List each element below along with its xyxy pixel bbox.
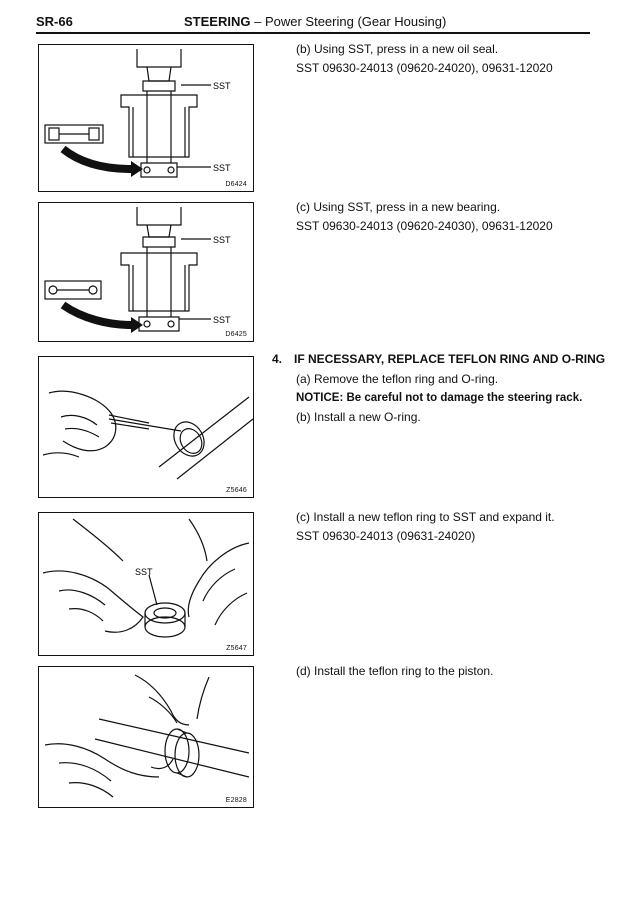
bearing-press-illustration bbox=[39, 203, 253, 341]
figure-code: Z5646 bbox=[226, 487, 247, 494]
header-rule bbox=[36, 32, 590, 34]
section-title bbox=[184, 14, 446, 29]
step-c-bearing-instruction: (c) Using SST, press in a new bearing. bbox=[296, 200, 501, 214]
remove-teflon-ring-illustration bbox=[39, 357, 253, 497]
figure-code: Z5647 bbox=[226, 645, 247, 652]
sst-label: SST bbox=[135, 567, 153, 577]
step-4-title: IF NECESSARY, REPLACE TEFLON RING AND O-RING bbox=[294, 352, 606, 366]
teflon-ring-sst-illustration bbox=[39, 513, 253, 655]
page-header bbox=[36, 14, 596, 34]
step-b-oil-seal bbox=[296, 40, 596, 78]
step-4b-instruction: (b) Install a new O-ring. bbox=[296, 410, 421, 424]
oil-seal-press-illustration bbox=[39, 45, 253, 191]
step-4-notice: NOTICE: Be careful not to damage the steering rack. bbox=[296, 392, 583, 404]
figure-teflon-ring-sst bbox=[38, 512, 254, 656]
page-number: SR-66 bbox=[36, 14, 73, 29]
section-name: STEERING bbox=[184, 14, 251, 29]
figure-oil-seal-press bbox=[38, 44, 254, 192]
step-c-bearing bbox=[296, 198, 596, 236]
step-c-teflon-sst: SST 09630-24013 (09631-24020) bbox=[296, 529, 476, 543]
figure-bearing-press bbox=[38, 202, 254, 342]
step-4-body bbox=[296, 370, 596, 427]
sst-label-upper: SST bbox=[213, 235, 231, 245]
step-b-oil-seal-instruction: (b) Using SST, press in a new oil seal. bbox=[296, 42, 499, 56]
step-d-piston bbox=[296, 662, 596, 681]
sst-label-upper: SST bbox=[213, 81, 231, 91]
sst-label-lower: SST bbox=[213, 163, 231, 173]
sst-label-lower: SST bbox=[213, 315, 231, 325]
step-4a-instruction: (a) Remove the teflon ring and O-ring. bbox=[296, 372, 499, 386]
step-b-oil-seal-sst: SST 09630-24013 (09620-24020), 09631-12020 bbox=[296, 61, 553, 75]
step-c-bearing-sst: SST 09630-24013 (09620-24030), 09631-12020 bbox=[296, 219, 553, 233]
figure-code: E2828 bbox=[225, 797, 247, 804]
step-d-piston-instruction: (d) Install the teflon ring to the piston. bbox=[296, 664, 494, 678]
subsection-name: Power Steering (Gear Housing) bbox=[264, 14, 447, 29]
title-separator: – bbox=[254, 14, 262, 29]
teflon-ring-piston-illustration bbox=[39, 667, 253, 807]
step-c-teflon-instruction: (c) Install a new teflon ring to SST and expand it. bbox=[296, 510, 555, 524]
step-4-number: 4. bbox=[272, 352, 283, 366]
figure-teflon-ring-piston bbox=[38, 666, 254, 808]
figure-code: D6425 bbox=[225, 331, 247, 338]
step-4-heading bbox=[272, 352, 605, 366]
figure-code: D6424 bbox=[225, 181, 247, 188]
figure-remove-teflon-ring bbox=[38, 356, 254, 498]
step-c-teflon bbox=[296, 508, 596, 546]
